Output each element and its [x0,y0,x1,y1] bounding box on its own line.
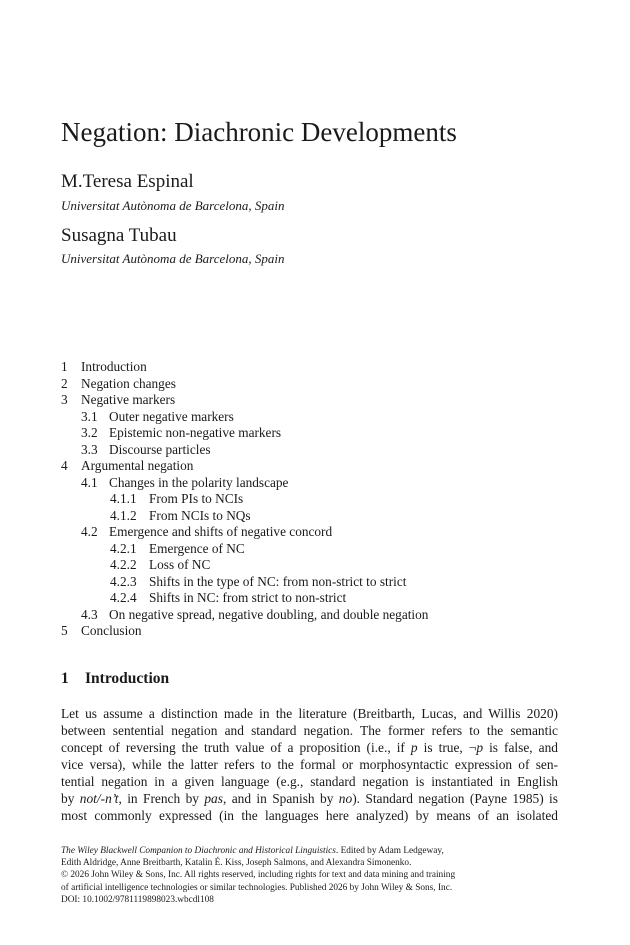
toc-entry-label: Discourse particles [109,441,211,457]
text-run: concept of reversing the truth value of a proposition (i.e., if [61,740,411,755]
toc-entry-number: 4.2.3 [110,573,137,589]
text-run: , and in Spanish by [222,791,339,806]
toc-entry-label: Loss of NC [149,557,211,572]
toc-entry-label: Negation changes [81,375,176,391]
toc-entry-label: On negative spread, negative doubling, and double negation [109,606,429,622]
toc-entry-label: Emergence and shifts of negative concord [109,524,333,539]
toc-entry-label: Argumental negation [81,458,194,473]
footnote-line [61,845,531,857]
body-line: tential negation in a given language (e.g., standard negation is instantiated in English [61,774,558,789]
italic-term: not/-n’t [79,791,119,806]
text-run: is false, and [483,740,558,755]
text-run: ). Standard negation (Payne 1985) is [352,791,558,806]
toc-entry-label: From NCIs to NQs [149,507,251,523]
toc-entry-number: 4.2.2 [110,557,137,572]
author-name: Susagna Tubau [61,225,177,246]
text-run: by [61,791,80,806]
toc-entry-label: Negative markers [81,392,176,407]
footnote-line: © 2026 John Wiley & Sons, Inc. All rights reserved, including rights for text and data mining and training [61,870,456,881]
toc-entry-label: From PIs to NCIs [149,491,244,506]
toc-entry-number: 2 [61,375,68,391]
toc-entry-label: Conclusion [81,623,142,638]
doi: DOI: 10.1002/9781119898023.wbcdl108 [61,894,214,905]
toc-entry-number: 4.1 [81,474,98,490]
author-name: M.Teresa Espinal [61,171,194,192]
body-line: between sentential negation and standard negation. The former refers to the semantic [61,723,558,738]
toc-entry-label: Shifts in the type of NC: from non-strict to strict [149,573,407,589]
toc-entry-number: 4.2.4 [110,590,137,605]
italic-term: pas [204,791,223,806]
author-affiliation: Universitat Autònoma de Barcelona, Spain [61,198,285,213]
body-line [61,739,558,756]
toc-entry-label: Emergence of NC [149,540,245,556]
toc-entry-label: Introduction [81,359,147,374]
body-paragraph [61,705,558,824]
toc-entry-number: 4.1.2 [110,507,137,523]
math-variable: p [410,740,418,755]
chapter-title: Negation: Diachronic Developments [61,117,457,147]
toc-entry-number: 4.3 [81,606,98,622]
author-affiliation: Universitat Autònoma de Barcelona, Spain [61,251,285,266]
text-run: , in French by [118,791,205,806]
copyright-footnote [61,845,531,906]
toc-entry-number: 4 [61,458,68,473]
text-run: is true, ¬ [417,740,477,755]
toc-entry-number: 3.2 [81,425,98,440]
toc-entry-number: 4.1.1 [110,491,137,506]
body-line: vice versa), while the latter refers to the formal or morphosyntactic expression of sen- [61,757,558,772]
section-heading [61,670,169,688]
toc-entry-label: Epistemic non-negative markers [109,425,282,440]
toc-entry-number: 3.1 [81,408,98,424]
toc-entry-number: 3 [61,392,68,407]
toc-entry-number: 4.2.1 [110,540,137,556]
body-line: most commonly expressed (in the languages here analyzed) by means of an isolated [61,808,558,823]
toc-entry-number: 3.3 [81,441,98,457]
toc-entry-number: 1 [61,359,68,374]
text-run: . Edited by Adam Ledgeway, [335,846,444,856]
section-number: 1 [61,670,69,687]
toc-entry-label: Shifts in NC: from strict to non-strict [149,590,347,605]
italic-term: no [338,791,353,806]
toc-entry-label: Changes in the polarity landscape [109,474,289,490]
section-title: Introduction [85,670,170,687]
body-line [61,790,558,807]
footnote-line: of artificial intelligence technologies or similar technologies. Published 2026 by John Wiley & Sons, Inc. [61,882,453,893]
body-line: Let us assume a distinction made in the literature (Breitbarth, Lucas, and Willis 2020) [61,706,558,721]
math-variable: p [476,740,484,755]
toc-entry-number: 5 [61,623,68,638]
toc-entry-number: 4.2 [81,524,98,539]
book-title: The Wiley Blackwell Companion to Diachronic and Historical Linguistics [61,846,336,856]
footnote-line: Edith Aldridge, Anne Breitbarth, Katalin É. Kiss, Joseph Salmons, and Alexandra Simonenko. [61,858,412,869]
toc-entry-label: Outer negative markers [109,408,234,424]
